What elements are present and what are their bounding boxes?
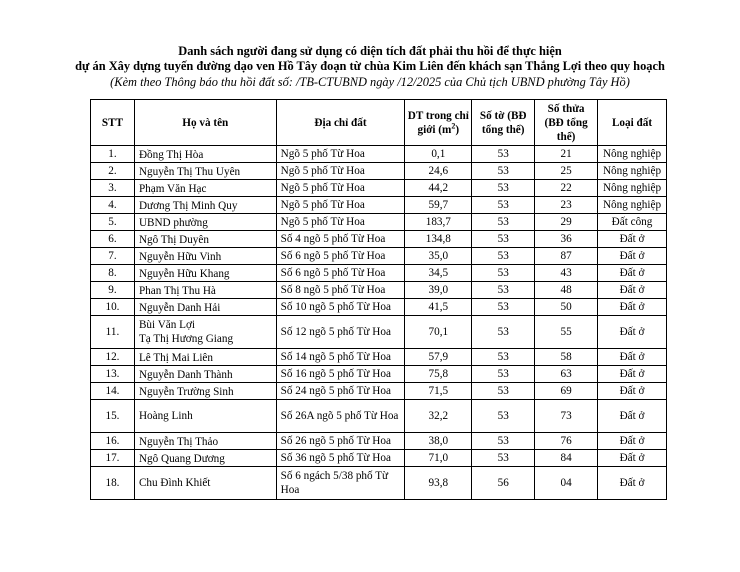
cell-stt: 3.	[91, 180, 135, 197]
cell-stt: 1.	[91, 146, 135, 163]
cell-area: 38,0	[405, 433, 472, 450]
cell-address: Số 6 ngõ 5 phố Từ Hoa	[276, 265, 405, 282]
cell-land-type: Đất ở	[598, 265, 667, 282]
cell-land-type: Đất ở	[598, 349, 667, 366]
cell-area: 71,0	[405, 450, 472, 467]
cell-area: 41,5	[405, 299, 472, 316]
cell-name: Nguyễn Trường Sinh	[134, 383, 276, 400]
cell-map-sheet: 53	[472, 383, 535, 400]
cell-parcel: 50	[535, 299, 598, 316]
cell-stt: 10.	[91, 299, 135, 316]
cell-area: 71,5	[405, 383, 472, 400]
col-header-name: Họ và tên	[134, 100, 276, 146]
table-row	[91, 467, 667, 500]
cell-stt: 8.	[91, 265, 135, 282]
cell-stt: 9.	[91, 282, 135, 299]
cell-address: Số 26A ngõ 5 phố Từ Hoa	[276, 400, 405, 433]
cell-area: 57,9	[405, 349, 472, 366]
cell-stt: 15.	[91, 400, 135, 433]
cell-address: Số 8 ngõ 5 phố Từ Hoa	[276, 282, 405, 299]
col-header-address: Địa chỉ đất	[276, 100, 405, 146]
cell-land-type: Đất ở	[598, 400, 667, 433]
cell-name: Nguyễn Danh Hải	[134, 299, 276, 316]
cell-name: Ngô Thị Duyên	[134, 231, 276, 248]
cell-address: Số 24 ngõ 5 phố Từ Hoa	[276, 383, 405, 400]
col-header-stt: STT	[91, 100, 135, 146]
cell-area: 70,1	[405, 316, 472, 349]
table-row	[91, 146, 667, 163]
cell-area: 183,7	[405, 214, 472, 231]
cell-stt: 17.	[91, 450, 135, 467]
cell-address: Số 10 ngõ 5 phố Từ Hoa	[276, 299, 405, 316]
cell-map-sheet: 53	[472, 180, 535, 197]
cell-stt: 14.	[91, 383, 135, 400]
cell-parcel: 22	[535, 180, 598, 197]
cell-name: Hoàng Linh	[134, 400, 276, 433]
cell-parcel: 36	[535, 231, 598, 248]
cell-stt: 11.	[91, 316, 135, 349]
cell-map-sheet: 53	[472, 197, 535, 214]
table-row	[91, 450, 667, 467]
cell-address: Ngõ 5 phố Từ Hoa	[276, 197, 405, 214]
col-header-parcel: Số thửa (BĐ tổng thể)	[535, 100, 598, 146]
cell-parcel: 73	[535, 400, 598, 433]
cell-land-type: Nông nghiệp	[598, 197, 667, 214]
cell-map-sheet: 53	[472, 248, 535, 265]
document-title-line2: dự án Xây dựng tuyến đường dạo ven Hồ Tây đoạn từ chùa Kim Liên đến khách sạn Thắng Lợi theo quy hoạch	[75, 59, 665, 73]
cell-land-type: Nông nghiệp	[598, 163, 667, 180]
cell-address: Ngõ 5 phố Từ Hoa	[276, 163, 405, 180]
cell-name: UBND phường	[134, 214, 276, 231]
cell-parcel: 63	[535, 366, 598, 383]
cell-land-type: Nông nghiệp	[598, 180, 667, 197]
cell-map-sheet: 53	[472, 146, 535, 163]
col-header-area-close: )	[455, 123, 460, 136]
cell-address: Số 6 ngõ 5 phố Từ Hoa	[276, 248, 405, 265]
cell-map-sheet: 53	[472, 231, 535, 248]
table-row	[91, 265, 667, 282]
cell-parcel: 23	[535, 197, 598, 214]
table-row	[91, 366, 667, 383]
document-title-line1: Danh sách người đang sử dụng có diện tích đất phải thu hồi để thực hiện	[178, 44, 562, 58]
cell-stt: 2.	[91, 163, 135, 180]
cell-area: 34,5	[405, 265, 472, 282]
cell-name	[134, 316, 276, 349]
cell-parcel: 69	[535, 383, 598, 400]
table-row	[91, 299, 667, 316]
col-header-map-sheet: Số tờ (BĐ tổng thể)	[472, 100, 535, 146]
cell-name: Nguyễn Thị Thảo	[134, 433, 276, 450]
cell-land-type: Đất ở	[598, 433, 667, 450]
cell-address: Ngõ 5 phố Từ Hoa	[276, 214, 405, 231]
cell-stt: 6.	[91, 231, 135, 248]
col-header-land-type: Loại đất	[598, 100, 667, 146]
cell-area: 24,6	[405, 163, 472, 180]
table-row	[91, 231, 667, 248]
cell-parcel: 48	[535, 282, 598, 299]
cell-land-type: Đất ở	[598, 248, 667, 265]
col-header-area	[405, 100, 472, 146]
cell-land-type: Nông nghiệp	[598, 146, 667, 163]
table-row	[91, 400, 667, 433]
cell-stt: 7.	[91, 248, 135, 265]
cell-address: Số 26 ngõ 5 phố Từ Hoa	[276, 433, 405, 450]
cell-address: Số 14 ngõ 5 phố Từ Hoa	[276, 349, 405, 366]
cell-parcel: 43	[535, 265, 598, 282]
document-subtitle: (Kèm theo Thông báo thu hồi đất số: /TB-CTUBND ngày /12/2025 của Chủ tịch UBND phường Tây Hồ)	[110, 75, 630, 89]
cell-address: Số 12 ngõ 5 phố Từ Hoa	[276, 316, 405, 349]
table-row	[91, 282, 667, 299]
cell-land-type: Đất ở	[598, 231, 667, 248]
cell-name: Lê Thị Mai Liên	[134, 349, 276, 366]
cell-land-type: Đất ở	[598, 316, 667, 349]
col-header-area-text: DT trong chỉ giới (m	[407, 109, 469, 136]
cell-address: Số 6 ngách 5/38 phố Từ Hoa	[276, 467, 405, 500]
cell-map-sheet: 53	[472, 299, 535, 316]
cell-address: Số 16 ngõ 5 phố Từ Hoa	[276, 366, 405, 383]
table-header-row	[91, 100, 667, 146]
cell-address: Ngõ 5 phố Từ Hoa	[276, 146, 405, 163]
cell-name: Nguyễn Thị Thu Uyên	[134, 163, 276, 180]
table-row	[91, 180, 667, 197]
cell-land-type: Đất ở	[598, 383, 667, 400]
cell-stt: 18.	[91, 467, 135, 500]
cell-area: 44,2	[405, 180, 472, 197]
cell-name: Phan Thị Thu Hà	[134, 282, 276, 299]
table-row	[91, 349, 667, 366]
table-row	[91, 214, 667, 231]
land-recovery-table	[90, 99, 667, 500]
cell-map-sheet: 53	[472, 265, 535, 282]
cell-name: Dương Thị Minh Quy	[134, 197, 276, 214]
cell-address: Ngõ 5 phố Từ Hoa	[276, 180, 405, 197]
cell-parcel: 25	[535, 163, 598, 180]
cell-name-line: Bùi Văn Lợi	[138, 319, 195, 331]
cell-parcel: 04	[535, 467, 598, 500]
cell-name: Nguyễn Hữu Khang	[134, 265, 276, 282]
cell-stt: 13.	[91, 366, 135, 383]
cell-map-sheet: 53	[472, 400, 535, 433]
table-row	[91, 383, 667, 400]
cell-map-sheet: 56	[472, 467, 535, 500]
cell-parcel: 58	[535, 349, 598, 366]
cell-map-sheet: 53	[472, 433, 535, 450]
cell-land-type: Đất ở	[598, 467, 667, 500]
cell-parcel: 55	[535, 316, 598, 349]
col-header-area-sup: 2	[451, 120, 456, 130]
cell-land-type: Đất ở	[598, 366, 667, 383]
cell-address: Số 36 ngõ 5 phố Từ Hoa	[276, 450, 405, 467]
cell-area: 35,0	[405, 248, 472, 265]
cell-name: Phạm Văn Hạc	[134, 180, 276, 197]
cell-stt: 5.	[91, 214, 135, 231]
cell-area: 93,8	[405, 467, 472, 500]
cell-area: 134,8	[405, 231, 472, 248]
cell-land-type: Đất công	[598, 214, 667, 231]
cell-parcel: 87	[535, 248, 598, 265]
cell-land-type: Đất ở	[598, 282, 667, 299]
cell-parcel: 29	[535, 214, 598, 231]
cell-name: Chu Đình Khiết	[134, 467, 276, 500]
cell-name: Nguyễn Danh Thành	[134, 366, 276, 383]
cell-stt: 4.	[91, 197, 135, 214]
table-row	[91, 248, 667, 265]
cell-name: Nguyễn Hữu Vinh	[134, 248, 276, 265]
cell-address: Số 4 ngõ 5 phố Từ Hoa	[276, 231, 405, 248]
cell-stt: 12.	[91, 349, 135, 366]
cell-map-sheet: 53	[472, 282, 535, 299]
cell-map-sheet: 53	[472, 366, 535, 383]
table-row	[91, 433, 667, 450]
cell-area: 75,8	[405, 366, 472, 383]
table-row	[91, 316, 667, 349]
cell-stt: 16.	[91, 433, 135, 450]
table-row	[91, 163, 667, 180]
cell-area: 32,2	[405, 400, 472, 433]
cell-parcel: 21	[535, 146, 598, 163]
cell-area: 0,1	[405, 146, 472, 163]
cell-map-sheet: 53	[472, 316, 535, 349]
cell-land-type: Đất ở	[598, 299, 667, 316]
cell-area: 59,7	[405, 197, 472, 214]
cell-land-type: Đất ở	[598, 450, 667, 467]
cell-map-sheet: 53	[472, 214, 535, 231]
cell-name: Ngô Quang Dương	[134, 450, 276, 467]
table-row	[91, 197, 667, 214]
cell-map-sheet: 53	[472, 349, 535, 366]
cell-parcel: 76	[535, 433, 598, 450]
cell-name: Đồng Thị Hòa	[134, 146, 276, 163]
cell-name-line: Tạ Thị Hương Giang	[138, 333, 234, 345]
cell-map-sheet: 53	[472, 450, 535, 467]
cell-area: 39,0	[405, 282, 472, 299]
cell-parcel: 84	[535, 450, 598, 467]
cell-map-sheet: 53	[472, 163, 535, 180]
